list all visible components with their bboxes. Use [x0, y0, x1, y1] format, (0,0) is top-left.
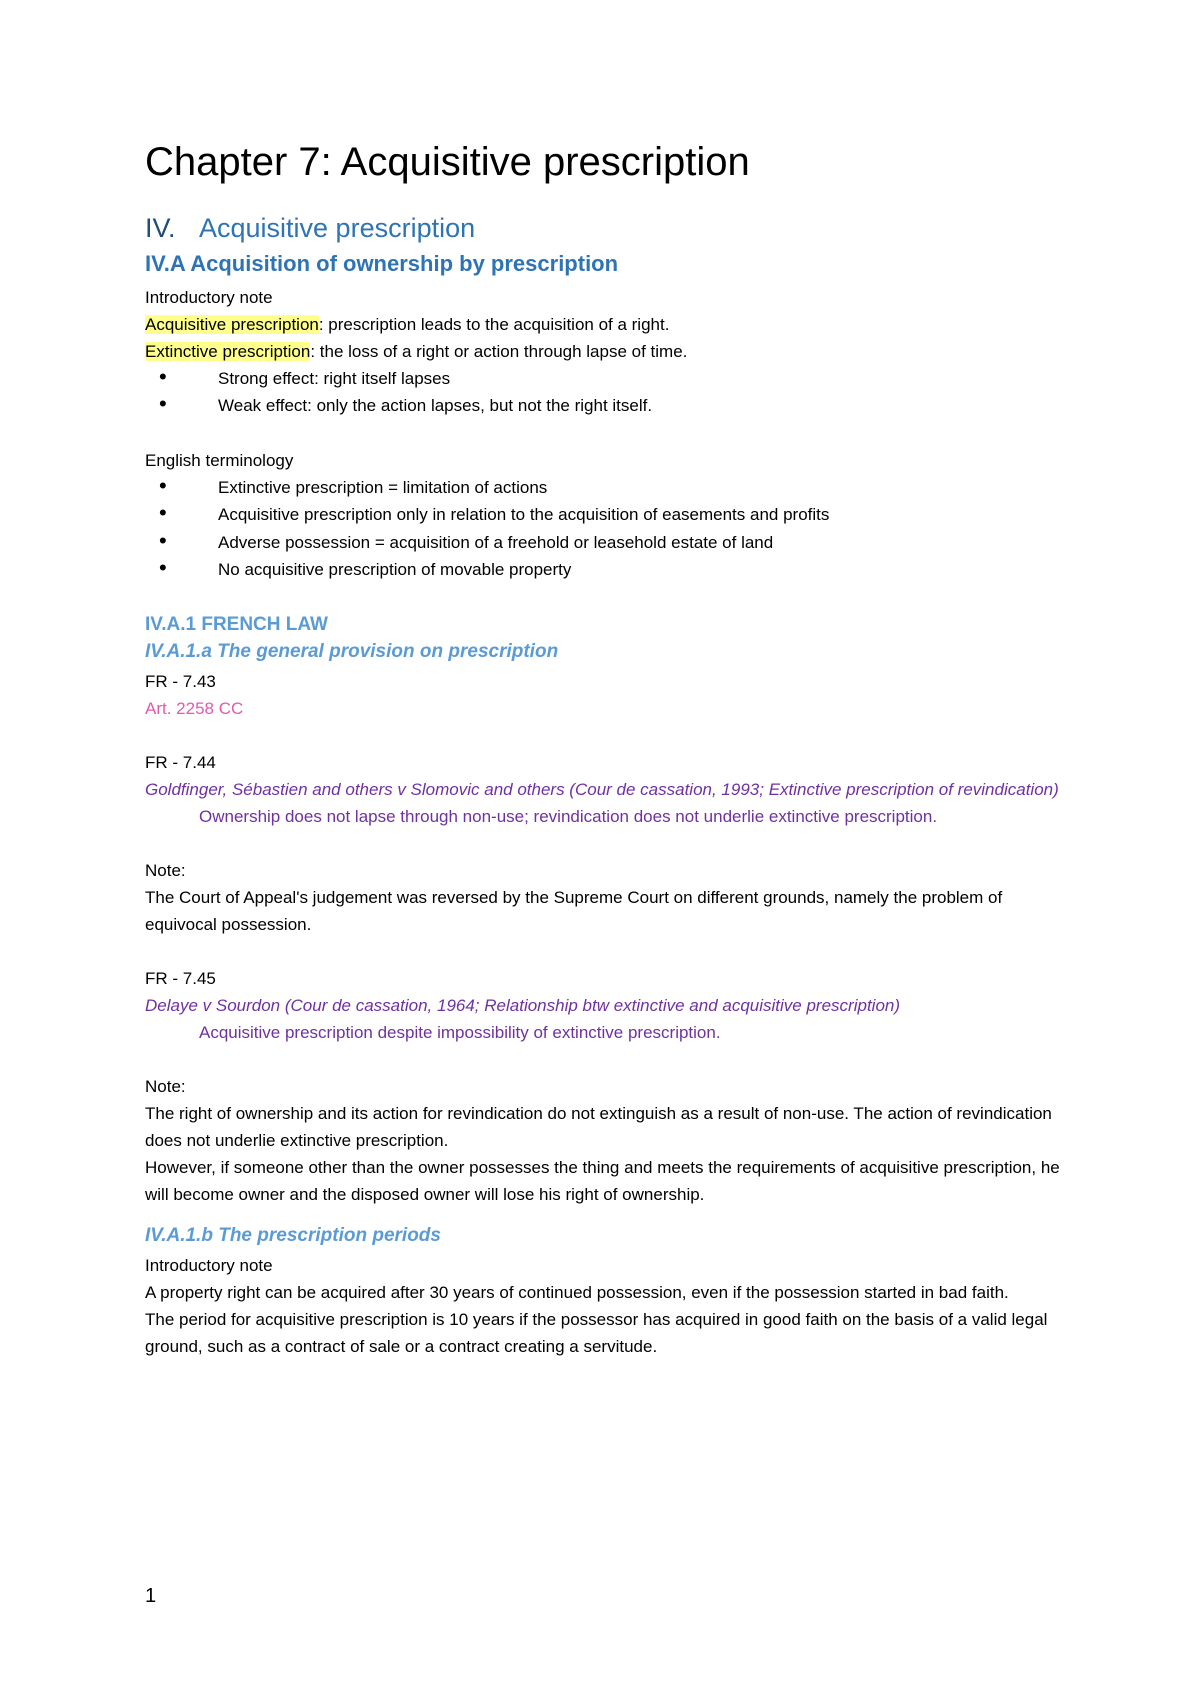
section-title: Acquisitive prescription — [199, 213, 476, 243]
article-reference: Art. 2258 CC — [145, 698, 244, 718]
periods-text: A property right can be acquired after 30 years of continued possession, even if the possession started in bad faith. — [145, 1282, 1009, 1302]
general-provision-heading: IV.A.1.a The general provision on prescription — [145, 641, 559, 663]
case-summary-delaye: Acquisitive prescription despite impossibility of extinctive prescription. — [199, 1022, 721, 1042]
section-number: IV. — [145, 213, 176, 243]
english-terminology-list — [145, 474, 1075, 584]
definition-text: : the loss of a right or action through lapse of time. — [310, 341, 688, 361]
note-label: Note: — [145, 1076, 186, 1096]
definition-acquisitive — [145, 311, 1075, 338]
highlighted-term: Extinctive prescription — [145, 341, 311, 361]
case-summary-goldfinger: Ownership does not lapse through non-use; revindication does not underlie extinctive prescription. — [199, 806, 938, 826]
fr-743-ref: FR - 7.43 — [145, 671, 216, 691]
list-item: • Weak effect: only the action lapses, but not the right itself. — [145, 392, 1075, 420]
page-content — [145, 138, 1075, 1360]
page-number: 1 — [145, 1585, 157, 1607]
effects-list — [145, 365, 1075, 420]
subsection-heading: IV.A Acquisition of ownership by prescription — [145, 251, 619, 277]
list-item: • Adverse possession = acquisition of a freehold or leasehold estate of land — [145, 529, 1075, 557]
case-citation-delaye: Delaye v Sourdon (Cour de cassation, 1964; Relationship btw extinctive and acquisitive prescription) — [145, 995, 901, 1015]
french-law-heading: IV.A.1 FRENCH LAW — [145, 613, 328, 635]
note-text: However, if someone other than the owner possesses the thing and meets the requirements of acquisitive prescription, he will become owner and the disposed owner will lose his right of ownership. — [145, 1157, 1060, 1204]
english-terminology-label: English terminology — [145, 450, 294, 470]
prescription-periods-heading: IV.A.1.b The prescription periods — [145, 1224, 441, 1246]
periods-text: The period for acquisitive prescription is 10 years if the possessor has acquired in good faith on the basis of a valid legal ground, such as a contract of sale or a contract creating a servitude. — [145, 1309, 1048, 1356]
fr-745-ref: FR - 7.45 — [145, 968, 216, 988]
intro-label: Introductory note — [145, 287, 273, 307]
case-citation-goldfinger: Goldfinger, Sébastien and others v Slomovic and others (Cour de cassation, 1993; Extinctive prescription of revindication) — [145, 779, 1059, 799]
list-item: • Acquisitive prescription only in relation to the acquisition of easements and profits — [145, 501, 1075, 529]
note-text: The Court of Appeal's judgement was reversed by the Supreme Court on different grounds, namely the problem of equivocal possession. — [145, 887, 1003, 934]
list-item: • Strong effect: right itself lapses — [145, 365, 1075, 393]
section-heading — [145, 212, 1075, 244]
periods-intro-label: Introductory note — [145, 1255, 273, 1275]
highlighted-term: Acquisitive prescription — [145, 314, 319, 334]
note-label: Note: — [145, 860, 186, 880]
fr-744-ref: FR - 7.44 — [145, 752, 216, 772]
definition-text: : prescription leads to the acquisition of a right. — [318, 314, 670, 334]
list-item: • No acquisitive prescription of movable property — [145, 556, 1075, 584]
list-item: • Extinctive prescription = limitation of actions — [145, 474, 1075, 502]
chapter-title: Chapter 7: Acquisitive prescription — [145, 140, 750, 184]
note-text: The right of ownership and its action for revindication do not extinguish as a result of non-use. The action of revindication does not underlie extinctive prescription. — [145, 1103, 1052, 1150]
definition-extinctive — [145, 338, 1075, 365]
